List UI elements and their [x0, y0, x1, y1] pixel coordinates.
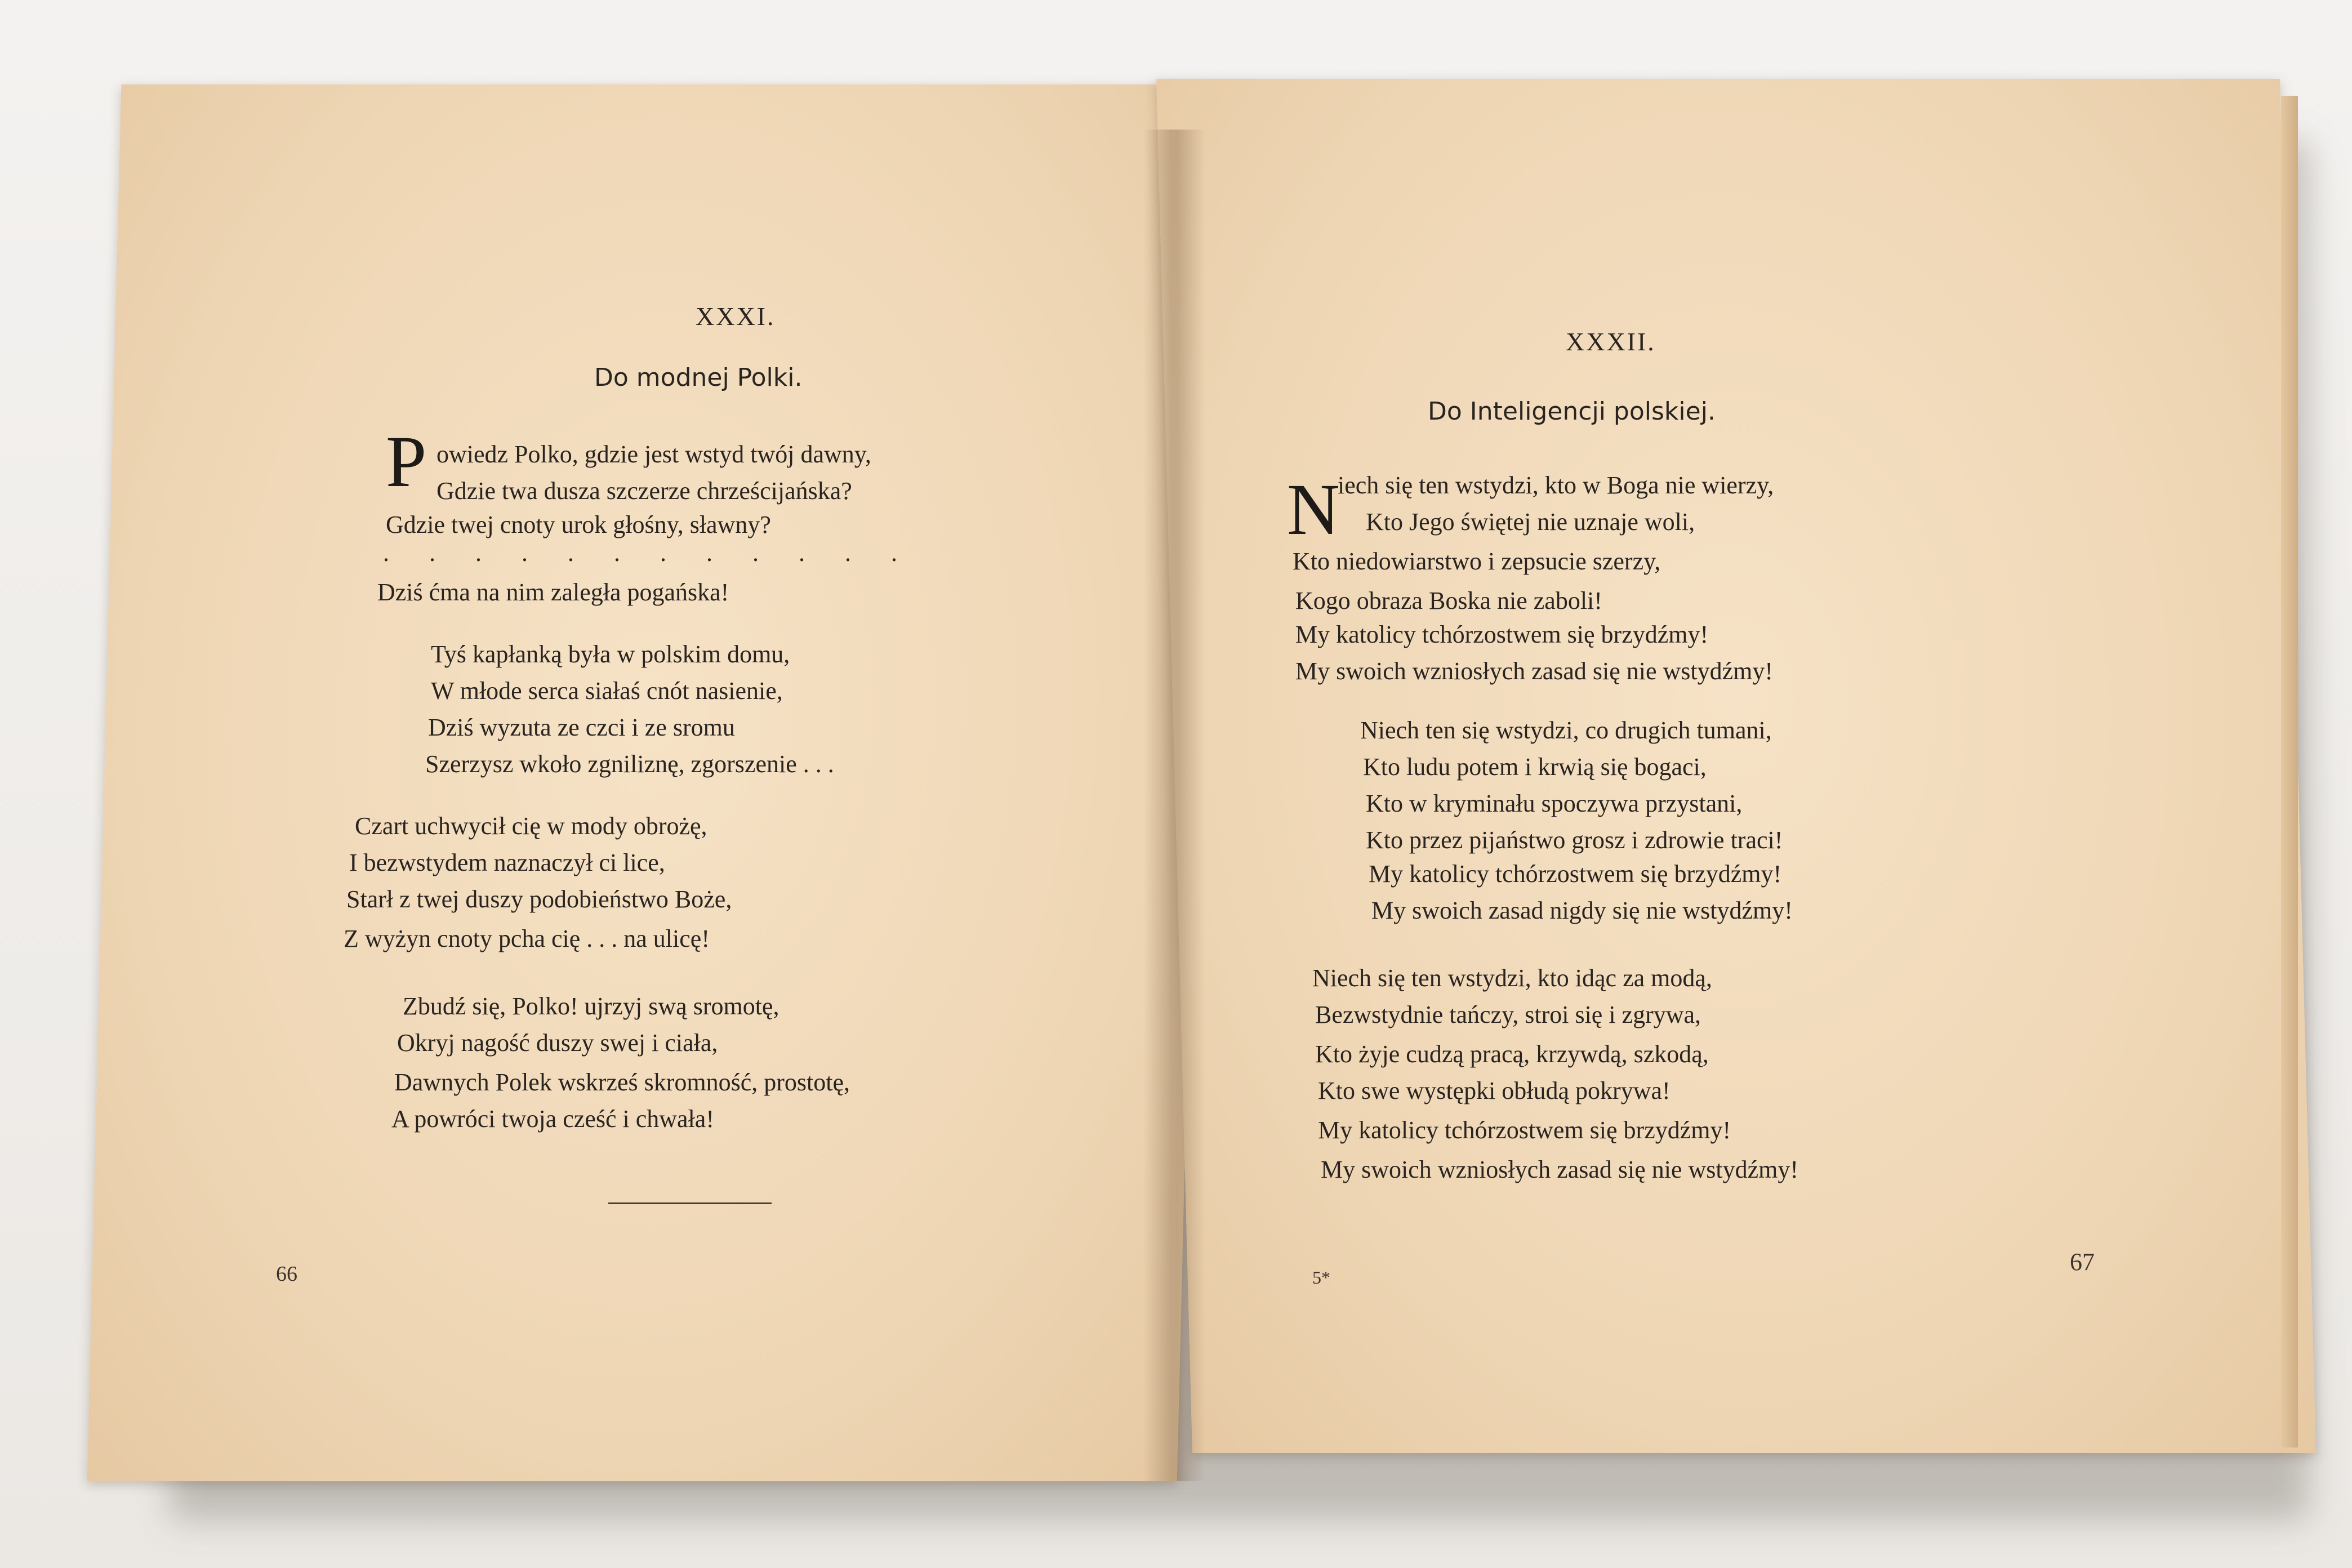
- section-divider: [608, 1202, 772, 1204]
- verse-line: Okryj nagość duszy swej i ciała,: [397, 1029, 718, 1057]
- verse-line: Tyś kapłanką była w polskim domu,: [431, 640, 790, 668]
- page-number-left: 66: [276, 1262, 297, 1286]
- drop-cap-right: N: [1287, 469, 1340, 550]
- poem-number-left: XXXI.: [696, 302, 776, 331]
- verse-line: Kto swe występki obłudą pokrywa!: [1318, 1077, 1671, 1104]
- verse-line: Kto niedowiarstwo i zepsucie szerzy,: [1293, 547, 1661, 575]
- verse-line: A powróci twoja cześć i chwała!: [391, 1105, 714, 1133]
- verse-line: Kogo obraza Boska nie zaboli!: [1295, 587, 1602, 614]
- verse-line: Kto ludu potem i krwią się bogaci,: [1363, 753, 1707, 781]
- verse-line: I bezwstydem naznaczył ci lice,: [349, 849, 665, 876]
- verse-line: Niech się ten wstydzi, kto idąc za modą,: [1312, 964, 1712, 992]
- verse-line: owiedz Polko, gdzie jest wstyd twój dawny,: [436, 440, 871, 468]
- verse-line: Zbudź się, Polko! ujrzyj swą sromotę,: [403, 992, 779, 1020]
- page-number-right: 67: [2070, 1248, 2095, 1276]
- poem-title-left: Do modnej Polki.: [594, 363, 803, 392]
- ellipsis-line: . . . . . . . . . . . .: [383, 539, 914, 567]
- poem-title-right: Do Inteligencji polskiej.: [1428, 397, 1716, 426]
- page-edges: [2281, 96, 2298, 1447]
- verse-line: Starł z twej duszy podobieństwo Boże,: [346, 885, 732, 913]
- left-page: [87, 84, 1211, 1481]
- verse-line: Kto przez pijaństwo grosz i zdrowie traci!: [1366, 826, 1783, 854]
- book-gutter: [1143, 130, 1205, 1481]
- verse-line: iech się ten wstydzi, kto w Boga nie wierzy,: [1338, 471, 1774, 499]
- verse-line: Szerzysz wkoło zgniliznę, zgorszenie . . .: [425, 750, 834, 778]
- verse-line: Czart uchwycił cię w mody obrożę,: [355, 812, 707, 840]
- verse-line: My katolicy tchórzostwem się brzydźmy!: [1295, 621, 1709, 648]
- right-page: [1156, 79, 2316, 1453]
- verse-line: My swoich wzniosłych zasad się nie wstydźmy!: [1321, 1156, 1799, 1183]
- verse-line: W młode serca siałaś cnót nasienie,: [431, 677, 783, 705]
- verse-line: Bezwstydnie tańczy, stroi się i zgrywa,: [1315, 1001, 1701, 1028]
- verse-line: My katolicy tchórzostwem się brzydźmy!: [1369, 860, 1782, 888]
- verse-line: Kto żyje cudzą pracą, krzywdą, szkodą,: [1315, 1040, 1709, 1068]
- poem-number-right: XXXII.: [1566, 327, 1656, 356]
- drop-cap-left: P: [386, 421, 427, 502]
- verse-line: Gdzie twa dusza szczerze chrześcijańska?: [436, 477, 852, 505]
- verse-line: Dawnych Polek wskrześ skromność, prostotę,: [394, 1068, 850, 1096]
- verse-line: My swoich zasad nigdy się nie wstydźmy!: [1371, 897, 1793, 924]
- verse-line: Z wyżyn cnoty pcha cię . . . na ulicę!: [344, 925, 710, 952]
- verse-line: Kto Jego świętej nie uznaje woli,: [1366, 508, 1695, 536]
- verse-line: Gdzie twej cnoty urok głośny, sławny?: [386, 511, 771, 538]
- verse-line: Niech ten się wstydzi, co drugich tumani,: [1360, 716, 1772, 744]
- verse-line: Dziś wyzuta ze czci i ze sromu: [428, 714, 735, 741]
- printer-signature: 5*: [1312, 1267, 1330, 1288]
- verse-line: Kto w kryminału spoczywa przystani,: [1366, 790, 1743, 817]
- verse-line: My katolicy tchórzostwem się brzydźmy!: [1318, 1116, 1731, 1144]
- verse-line: My swoich wzniosłych zasad się nie wstydźmy!: [1295, 657, 1774, 685]
- verse-line: Dziś ćma na nim zaległa pogańska!: [377, 578, 729, 606]
